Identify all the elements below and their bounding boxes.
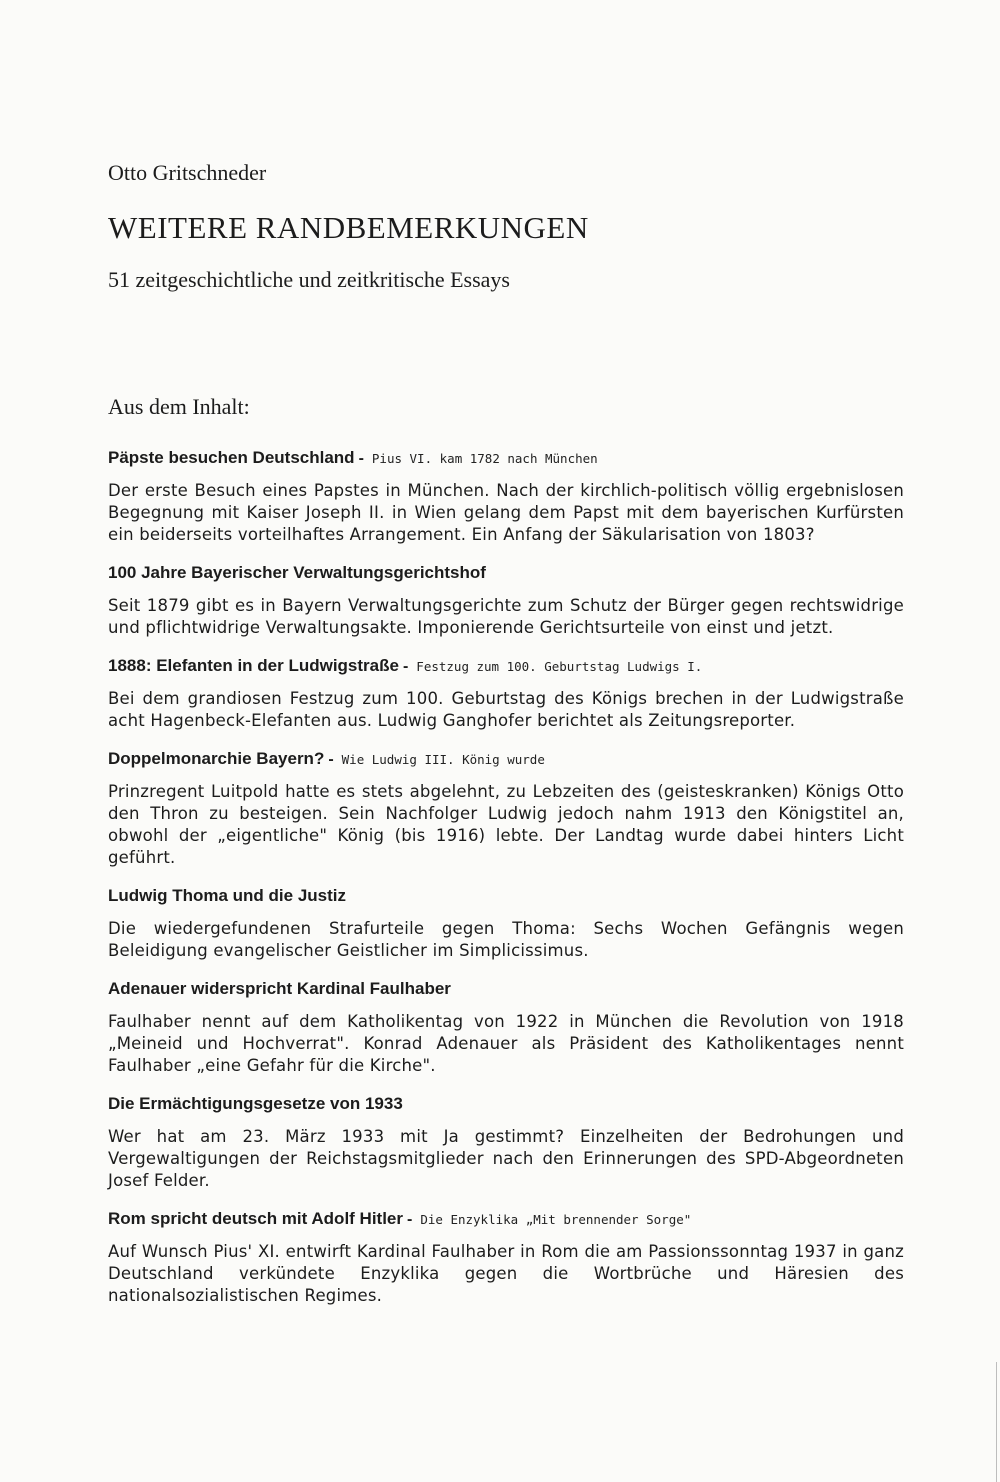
contents-list xyxy=(108,445,904,1321)
entry-heading xyxy=(108,883,904,910)
entry-body: Seit 1879 gibt es in Bayern Verwaltungsgerichte zum Schutz der Bürger gegen rechtswidrige und pflichtwidrige Verwaltungsakte. Imponierende Gerichtsurteile von einst und jetzt. xyxy=(108,596,904,637)
entry-heading xyxy=(108,445,904,472)
entry-title: Rom spricht deutsch mit Adolf Hitler xyxy=(108,1209,404,1228)
contents-entry xyxy=(108,1091,904,1192)
page-edge-line xyxy=(996,1362,997,1482)
entry-title: Doppelmonarchie Bayern? xyxy=(108,749,325,768)
contents-entry xyxy=(108,1206,904,1307)
entry-separator: - xyxy=(407,1211,413,1228)
entry-title: 1888: Elefanten in der Ludwigstraße xyxy=(108,656,399,675)
entry-body: Bei dem grandiosen Festzug zum 100. Geburtstag des Königs brechen in der Ludwigstraße acht Hagenbeck-Elefanten aus. Ludwig Ganghofer berichtet als Zeitungsreporter. xyxy=(108,689,904,730)
entry-separator: - xyxy=(358,450,364,467)
book-subtitle: 51 zeitgeschichtliche und zeitkritische Essays xyxy=(108,267,510,292)
contents-entry xyxy=(108,445,904,546)
entry-body: Die wiedergefundenen Strafurteile gegen Thoma: Sechs Wochen Gefängnis wegen Beleidigung evangelischer Geistlicher im Simplicissimus. xyxy=(108,919,904,960)
entry-heading xyxy=(108,1091,904,1118)
entry-note: Festzug zum 100. Geburtstag Ludwigs I. xyxy=(416,659,703,674)
entry-separator: - xyxy=(328,751,334,768)
entry-body: Faulhaber nennt auf dem Katholikentag von 1922 in München die Revolution von 1918 „Meineid und Hochverrat". Konrad Adenauer als Präsident des Katholikentages nennt Faulhaber „eine Gefahr für die Kirche". xyxy=(108,1012,904,1075)
contents-heading: Aus dem Inhalt: xyxy=(108,394,250,419)
contents-entry xyxy=(108,976,904,1077)
entry-title: Päpste besuchen Deutschland xyxy=(108,448,355,467)
entry-title: Ludwig Thoma und die Justiz xyxy=(108,886,346,905)
entry-body: Auf Wunsch Pius' XI. entwirft Kardinal Faulhaber in Rom die am Passionssonntag 1937 in ganz Deutschland verkündete Enzyklika gegen die Wortbrüche und Häresien des nationalsozialistischen Regimes. xyxy=(108,1242,904,1305)
entry-heading xyxy=(108,746,904,773)
contents-entry xyxy=(108,746,904,869)
entry-heading xyxy=(108,1206,904,1233)
entry-body: Wer hat am 23. März 1933 mit Ja gestimmt? Einzelheiten der Bedrohungen und Vergewaltigungen der Reichstagsmitglieder nach den Erinnerungen des SPD-Abgeordneten Josef Felder. xyxy=(108,1127,904,1190)
contents-entry xyxy=(108,883,904,962)
entry-body: Der erste Besuch eines Papstes in München. Nach der kirchlich-politisch völlig ergebnislosen Begegnung mit Kaiser Joseph II. in Wien gelang dem Papst mit dem bayerischen Kurfürsten ein beiderseits vorteilhaftes Arrangement. Ein Anfang der Säkularisation von 1803? xyxy=(108,481,904,544)
entry-separator: - xyxy=(402,658,409,675)
entry-note: Pius VI. kam 1782 nach München xyxy=(371,451,598,466)
entry-title: Die Ermächtigungsgesetze von 1933 xyxy=(108,1094,403,1113)
author-name: Otto Gritschneder xyxy=(108,160,267,185)
entry-title: 100 Jahre Bayerischer Verwaltungsgerichtshof xyxy=(108,563,486,582)
contents-entry xyxy=(108,653,904,732)
entry-title: Adenauer widerspricht Kardinal Faulhaber xyxy=(108,979,451,998)
entry-heading xyxy=(108,560,904,587)
contents-entry xyxy=(108,560,904,639)
entry-body: Prinzregent Luitpold hatte es stets abgelehnt, zu Lebzeiten des (geisteskranken) Königs Otto den Thron zu besteigen. Sein Nachfolger Ludwig jedoch nahm 1913 den Königstitel an, obwohl der „eigentliche" König (bis 1916) lebte. Der Landtag wurde dabei hinters Licht geführt. xyxy=(108,782,904,867)
entry-heading xyxy=(108,976,904,1003)
entry-note: Die Enzyklika „Mit brennender Sorge" xyxy=(420,1212,692,1227)
entry-heading xyxy=(108,653,904,680)
book-title: WEITERE RANDBEMERKUNGEN xyxy=(108,210,589,245)
entry-note: Wie Ludwig III. König wurde xyxy=(341,752,545,767)
